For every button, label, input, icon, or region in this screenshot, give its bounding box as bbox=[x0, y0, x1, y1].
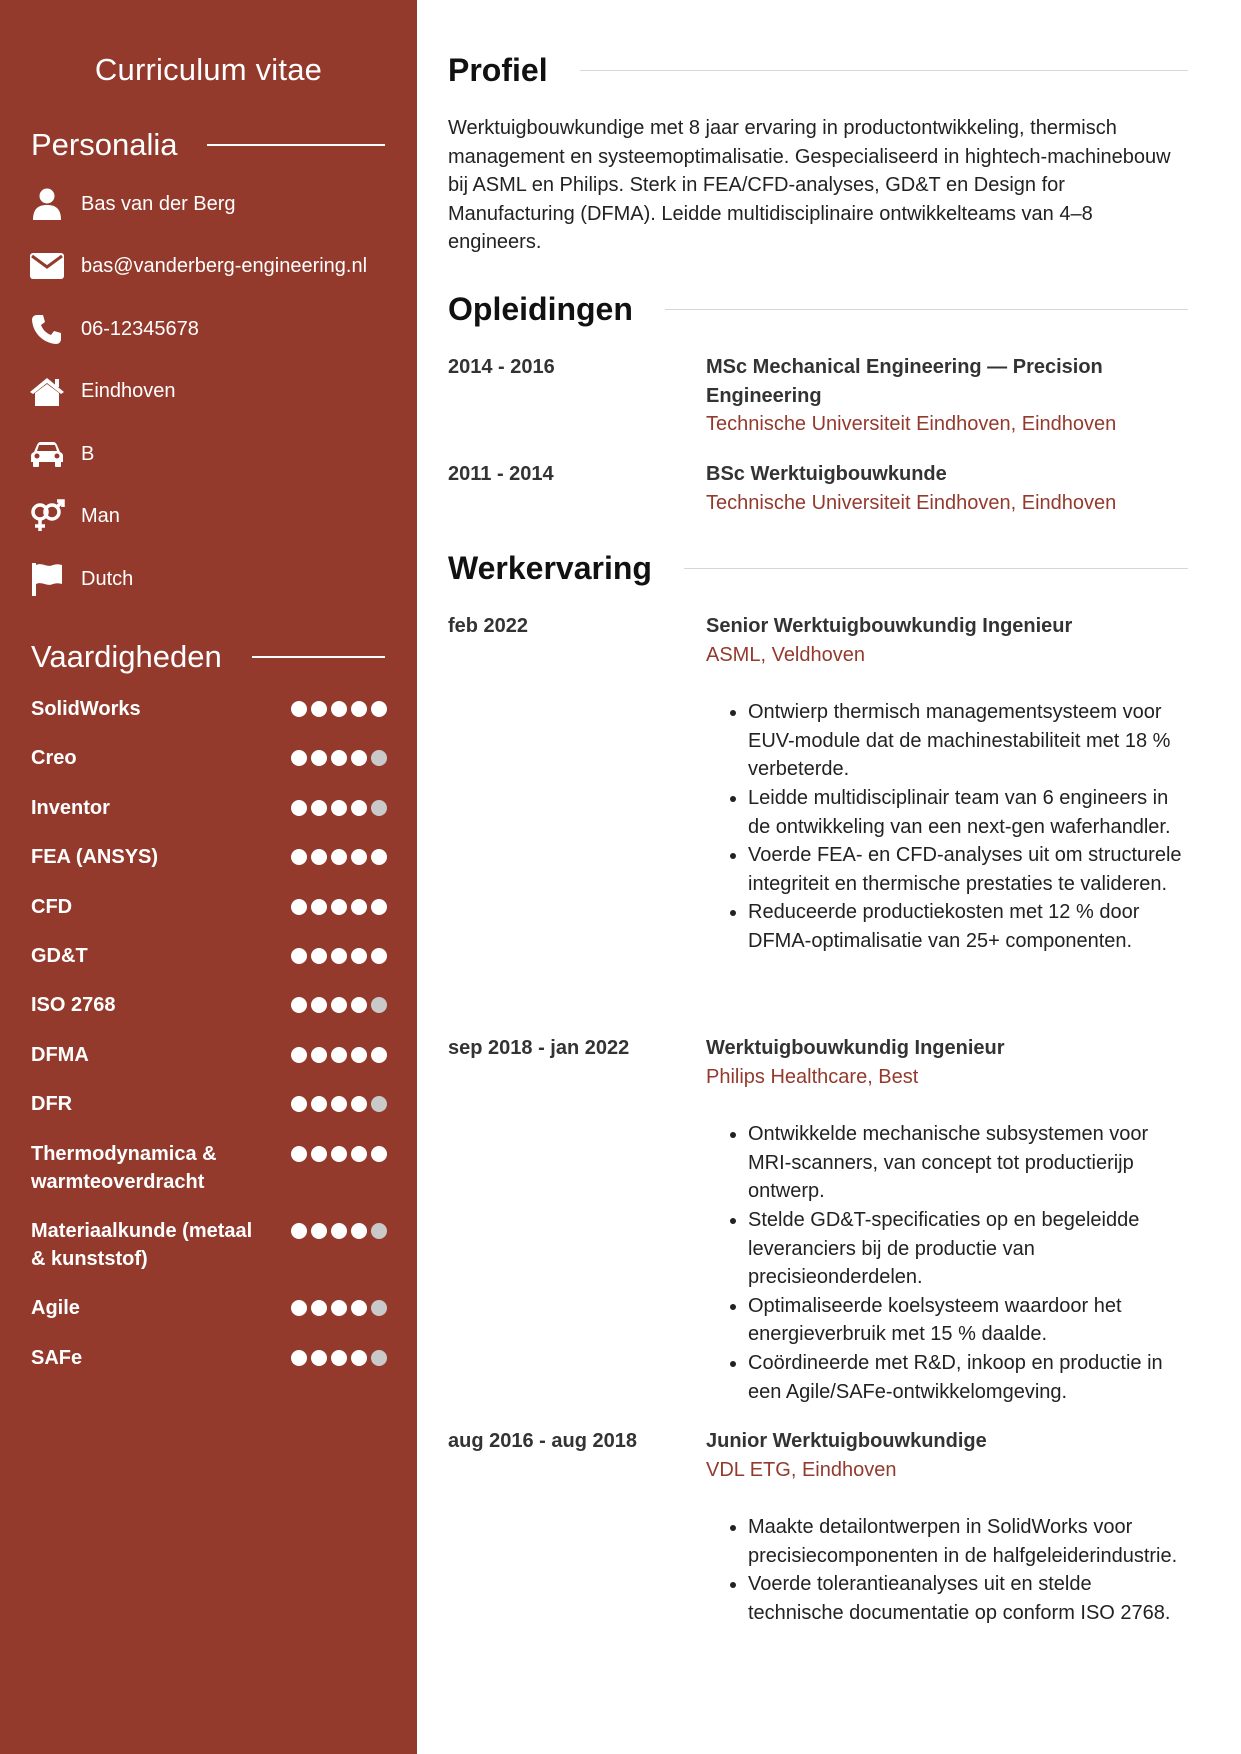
rating-dot-filled bbox=[291, 849, 307, 865]
skill-rating bbox=[291, 1344, 387, 1366]
rating-dot-filled bbox=[291, 701, 307, 717]
rating-dot-filled bbox=[331, 899, 347, 915]
contact-name-text: Bas van der Berg bbox=[81, 192, 236, 215]
flag-icon bbox=[28, 561, 65, 598]
education-date: 2014 - 2016 bbox=[448, 356, 555, 378]
rating-dot-filled bbox=[331, 750, 347, 766]
rating-dot-filled bbox=[351, 1350, 367, 1366]
experience-bullet: • Ontwikkelde mechanische subsystemen voor MRI-scanners, van concept tot productierijp ontwerp. bbox=[748, 1120, 1188, 1206]
rating-dot-filled bbox=[311, 701, 327, 717]
contact-nationality-text: Dutch bbox=[81, 567, 134, 590]
education-institution: Technische Universiteit Eindhoven, Eindhoven bbox=[706, 491, 1117, 514]
education-title: BSc Werktuigbouwkunde bbox=[706, 463, 947, 485]
skill-name: ISO 2768 bbox=[31, 994, 116, 1017]
skill-rating bbox=[291, 1140, 387, 1162]
rating-dot-empty bbox=[371, 800, 387, 816]
skill-rating bbox=[291, 843, 387, 865]
rating-dot-filled bbox=[331, 948, 347, 964]
skill-name: Thermodynamica & warmteoverdracht bbox=[31, 1142, 217, 1193]
experience-date: sep 2018 - jan 2022 bbox=[448, 1037, 630, 1059]
skill-rating bbox=[291, 695, 387, 717]
skill-rating bbox=[291, 1294, 387, 1316]
experience-date: aug 2016 - aug 2018 bbox=[448, 1430, 637, 1452]
rating-dot-filled bbox=[351, 899, 367, 915]
rating-dot-filled bbox=[291, 1047, 307, 1063]
experience-company: Philips Healthcare, Best bbox=[706, 1065, 919, 1088]
experience-heading-label: Werkervaring bbox=[448, 550, 652, 586]
rating-dot-filled bbox=[311, 899, 327, 915]
skill-rating bbox=[291, 942, 387, 964]
rating-dot-filled bbox=[351, 1146, 367, 1162]
skill-row bbox=[31, 843, 387, 871]
rating-dot-filled bbox=[331, 1300, 347, 1316]
skill-rating bbox=[291, 794, 387, 816]
contact-email-text[interactable]: bas@vanderberg-engineering.nl bbox=[81, 254, 368, 277]
cv-title: Curriculum vitae bbox=[94, 52, 323, 87]
contact-license-text: B bbox=[81, 442, 95, 465]
contact-phone-text[interactable]: 06-12345678 bbox=[81, 317, 199, 340]
contact-city-text: Eindhoven bbox=[81, 379, 176, 402]
rating-dot-filled bbox=[371, 849, 387, 865]
education-heading bbox=[448, 291, 1188, 328]
rating-dot-filled bbox=[351, 948, 367, 964]
education-body bbox=[706, 460, 1188, 517]
rating-dot-filled bbox=[331, 701, 347, 717]
rating-dot-filled bbox=[351, 1223, 367, 1239]
skill-rating bbox=[291, 744, 387, 766]
skill-row bbox=[31, 1090, 387, 1118]
experience-bullet: • Optimaliseerde koelsysteem waardoor het energieverbruik met 15 % daalde. bbox=[748, 1292, 1188, 1349]
experience-bullet: • Voerde FEA- en CFD-analyses uit om structurele integriteit en thermische prestaties te valideren. bbox=[748, 841, 1188, 898]
skill-rating bbox=[291, 893, 387, 915]
skill-rating bbox=[291, 1041, 387, 1063]
experience-company: ASML, Veldhoven bbox=[706, 643, 865, 666]
education-institution: Technische Universiteit Eindhoven, Eindhoven bbox=[706, 413, 1117, 436]
rating-dot-filled bbox=[311, 948, 327, 964]
skill-name: CFD bbox=[31, 895, 73, 918]
skills-heading bbox=[31, 639, 385, 675]
skill-name: SolidWorks bbox=[31, 698, 141, 720]
rating-dot-filled bbox=[371, 1047, 387, 1063]
rating-dot-filled bbox=[291, 1300, 307, 1316]
section-divider bbox=[665, 309, 1188, 310]
rating-dot-filled bbox=[331, 1096, 347, 1112]
rating-dot-filled bbox=[351, 1096, 367, 1112]
rating-dot-empty bbox=[371, 750, 387, 766]
contact-gender-text: Man bbox=[81, 504, 120, 527]
rating-dot-filled bbox=[351, 800, 367, 816]
rating-dot-filled bbox=[291, 1146, 307, 1162]
profile-heading-label: Profiel bbox=[448, 52, 548, 88]
contact-phone[interactable] bbox=[28, 309, 199, 349]
rating-dot-filled bbox=[311, 1096, 327, 1112]
skill-row bbox=[31, 1217, 387, 1273]
experience-body bbox=[706, 1034, 1188, 1406]
skill-name: GD&T bbox=[31, 944, 88, 967]
rating-dot-filled bbox=[291, 750, 307, 766]
skill-name: FEA (ANSYS) bbox=[31, 846, 159, 869]
skill-name: SAFe bbox=[31, 1346, 83, 1369]
rating-dot-filled bbox=[291, 1096, 307, 1112]
user-icon bbox=[28, 186, 65, 223]
heading-divider bbox=[207, 144, 385, 146]
skill-row bbox=[31, 1294, 387, 1322]
skill-row bbox=[31, 1140, 387, 1196]
rating-dot-filled bbox=[331, 997, 347, 1013]
rating-dot-filled bbox=[351, 849, 367, 865]
rating-dot-filled bbox=[351, 997, 367, 1013]
rating-dot-empty bbox=[371, 1223, 387, 1239]
rating-dot-filled bbox=[351, 1047, 367, 1063]
education-body bbox=[706, 353, 1188, 439]
skill-rating bbox=[291, 1217, 387, 1239]
rating-dot-filled bbox=[291, 800, 307, 816]
skill-name: Agile bbox=[31, 1297, 80, 1320]
education-date: 2011 - 2014 bbox=[448, 463, 554, 485]
gender-icon bbox=[28, 498, 65, 535]
skill-name: DFR bbox=[31, 1093, 73, 1116]
rating-dot-empty bbox=[371, 1300, 387, 1316]
skill-row bbox=[31, 942, 387, 970]
rating-dot-filled bbox=[311, 1350, 327, 1366]
experience-bullets bbox=[706, 1120, 1188, 1406]
rating-dot-filled bbox=[311, 1146, 327, 1162]
experience-bullet: • Maakte detailontwerpen in SolidWorks voor precisiecomponenten in de halfgeleiderindustrie. bbox=[748, 1513, 1188, 1570]
rating-dot-filled bbox=[371, 899, 387, 915]
education-title: MSc Mechanical Engineering — Precision Engineering bbox=[706, 356, 1103, 407]
experience-role: Senior Werktuigbouwkundig Ingenieur bbox=[706, 615, 1073, 637]
sidebar bbox=[0, 0, 417, 1754]
skill-row bbox=[31, 1041, 387, 1069]
profile-heading bbox=[448, 52, 1188, 89]
rating-dot-empty bbox=[371, 997, 387, 1013]
skill-name: Materiaalkunde (metaal & kunststof) bbox=[31, 1219, 253, 1270]
experience-bullet: • Coördineerde met R&D, inkoop en productie in een Agile/SAFe-ontwikkelomgeving. bbox=[748, 1349, 1188, 1406]
contact-email[interactable] bbox=[28, 246, 367, 286]
rating-dot-filled bbox=[371, 1146, 387, 1162]
rating-dot-filled bbox=[331, 1223, 347, 1239]
rating-dot-filled bbox=[311, 997, 327, 1013]
rating-dot-filled bbox=[311, 1047, 327, 1063]
skill-name: Creo bbox=[31, 747, 77, 770]
skill-name: DFMA bbox=[31, 1043, 89, 1066]
rating-dot-filled bbox=[371, 948, 387, 964]
experience-bullet: • Leidde multidisciplinair team van 6 engineers in de ontwikkeling van een next-gen waferhandler. bbox=[748, 784, 1188, 841]
skill-name: Inventor bbox=[31, 796, 110, 819]
rating-dot-filled bbox=[311, 849, 327, 865]
envelope-icon bbox=[28, 248, 65, 285]
rating-dot-filled bbox=[291, 1223, 307, 1239]
contact-name bbox=[28, 184, 236, 224]
experience-body bbox=[706, 612, 1188, 956]
skill-row bbox=[31, 893, 387, 921]
experience-body bbox=[706, 1427, 1188, 1628]
phone-icon bbox=[28, 311, 65, 348]
rating-dot-filled bbox=[311, 1300, 327, 1316]
skills-list bbox=[31, 695, 387, 1393]
skill-row bbox=[31, 744, 387, 772]
experience-bullet: • Stelde GD&T-specificaties op en begeleidde leveranciers bij de productie van precisieonderdelen. bbox=[748, 1206, 1188, 1292]
rating-dot-filled bbox=[371, 701, 387, 717]
skill-rating bbox=[291, 1090, 387, 1112]
experience-bullet: • Ontwierp thermisch managementsysteem voor EUV-module dat de machinestabiliteit met 18 % verbeterde. bbox=[748, 698, 1188, 784]
contact-license bbox=[28, 434, 94, 474]
experience-role: Werktuigbouwkundig Ingenieur bbox=[706, 1037, 1005, 1059]
rating-dot-filled bbox=[291, 948, 307, 964]
experience-date: feb 2022 bbox=[448, 615, 529, 637]
skill-row bbox=[31, 991, 387, 1019]
personal-heading bbox=[31, 127, 385, 163]
rating-dot-empty bbox=[371, 1350, 387, 1366]
heading-divider bbox=[252, 656, 385, 658]
skill-row bbox=[31, 794, 387, 822]
skill-row bbox=[31, 695, 387, 723]
experience-company: VDL ETG, Eindhoven bbox=[706, 1458, 897, 1481]
rating-dot-filled bbox=[351, 701, 367, 717]
rating-dot-filled bbox=[291, 1350, 307, 1366]
rating-dot-empty bbox=[371, 1096, 387, 1112]
rating-dot-filled bbox=[331, 849, 347, 865]
contact-gender bbox=[28, 496, 120, 536]
skills-heading-label: Vaardigheden bbox=[31, 639, 222, 674]
profile-text: Werktuigbouwkundige met 8 jaar ervaring in productontwikkeling, thermisch management en systeemoptimalisatie. Gespecialiseerd in hightech-machinebouw bij ASML en Philips. Sterk in FEA/CFD-analyses, GD&T en Design for Manufacturing (DFMA). Leidde multidisciplinaire ontwikkelteams van 4–8 engineers. bbox=[448, 117, 1171, 254]
rating-dot-filled bbox=[291, 899, 307, 915]
rating-dot-filled bbox=[311, 800, 327, 816]
rating-dot-filled bbox=[351, 750, 367, 766]
car-icon bbox=[28, 436, 65, 473]
rating-dot-filled bbox=[291, 997, 307, 1013]
personal-heading-label: Personalia bbox=[31, 127, 178, 162]
rating-dot-filled bbox=[351, 1300, 367, 1316]
experience-bullet: • Reduceerde productiekosten met 12 % door DFMA-optimalisatie van 25+ componenten. bbox=[748, 898, 1188, 955]
rating-dot-filled bbox=[331, 1146, 347, 1162]
rating-dot-filled bbox=[331, 1350, 347, 1366]
experience-bullets bbox=[706, 698, 1188, 955]
section-divider bbox=[684, 568, 1188, 569]
section-divider bbox=[580, 70, 1188, 71]
experience-bullets bbox=[706, 1513, 1188, 1627]
rating-dot-filled bbox=[311, 1223, 327, 1239]
education-heading-label: Opleidingen bbox=[448, 291, 633, 327]
experience-role: Junior Werktuigbouwkundige bbox=[706, 1430, 987, 1452]
skill-rating bbox=[291, 991, 387, 1013]
contact-nationality bbox=[28, 559, 133, 599]
home-icon bbox=[28, 373, 65, 410]
rating-dot-filled bbox=[311, 750, 327, 766]
contact-city bbox=[28, 371, 176, 411]
rating-dot-filled bbox=[331, 800, 347, 816]
skill-row bbox=[31, 1344, 387, 1372]
experience-heading bbox=[448, 550, 1188, 587]
rating-dot-filled bbox=[331, 1047, 347, 1063]
experience-bullet: • Voerde tolerantieanalyses uit en stelde technische documentatie op conform ISO 2768. bbox=[748, 1570, 1188, 1627]
